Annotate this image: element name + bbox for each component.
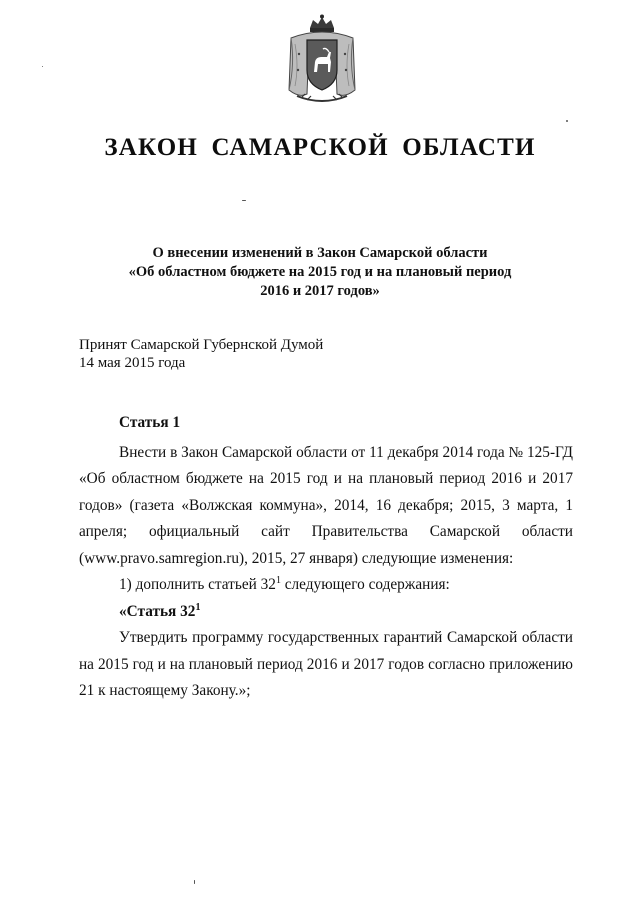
article-32-1-heading xyxy=(79,599,573,626)
item-1-superscript: 1 xyxy=(275,574,281,586)
item-1-prefix: 1) дополнить статьей 32 xyxy=(119,576,276,593)
scan-speck xyxy=(194,880,195,884)
article-1-intro: Внести в Закон Самарской области от 11 декабря 2014 года № 125-ГД «Об областном бюджете на 2015 год и на плановый период 2016 и 2017 годов» (газета «Волжская коммуна», 2014, 16 декабря; 2015, 3 марта, 1 апреля; официальный сайт Правительства Самарской области (www.pravo.samregion.ru), 2015, 27 января) следующие изменения: xyxy=(79,443,573,567)
scan-speck xyxy=(42,66,43,67)
samara-oblast-coat-of-arms-icon xyxy=(285,14,359,108)
subject-line-1: О внесении изменений в Закон Самарской области xyxy=(152,245,488,261)
scan-speck xyxy=(242,200,246,201)
article-1-item-1 xyxy=(79,572,573,599)
law-title: ЗАКОН САМАРСКОЙ ОБЛАСТИ xyxy=(104,134,536,161)
article-32-1-heading-text: «Статья 32 xyxy=(119,602,196,620)
article-32-1-superscript: 1 xyxy=(195,601,201,613)
article-1-heading: Статья 1 xyxy=(119,414,181,431)
subject-line-2: «Об областном бюджете на 2015 год и на плановый период xyxy=(128,264,512,280)
subject-line-3: 2016 и 2017 годов» xyxy=(260,283,380,299)
law-subject xyxy=(80,244,560,301)
adoption-info xyxy=(79,336,323,372)
scan-speck xyxy=(566,120,568,122)
law-body xyxy=(79,410,573,705)
item-1-suffix: следующего содержания: xyxy=(280,576,450,593)
adoption-date: 14 мая 2015 года xyxy=(79,355,186,371)
article-32-1-text: Утвердить программу государственных гарантий Самарской области на 2015 год и на плановый период 2016 и 2017 годов согласно приложению 21 к настоящему Закону.»; xyxy=(79,629,573,699)
adopted-by: Принят Самарской Губернской Думой xyxy=(79,337,324,353)
